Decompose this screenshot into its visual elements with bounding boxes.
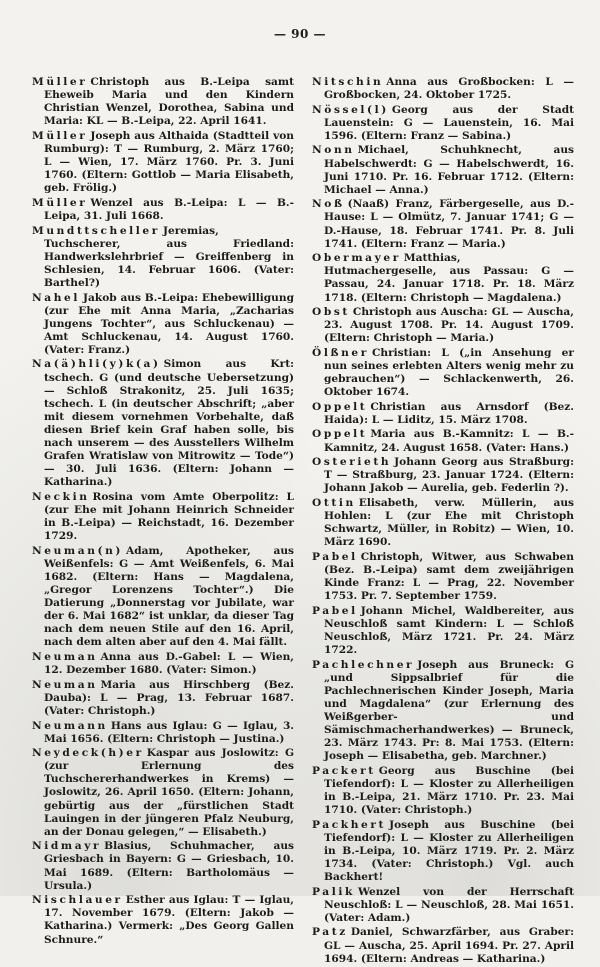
entry-text: Simon aus Krt: tschech. G (und deutsche Uebersetzung) — Schloß Strakonitz, 25. Juli 1635; tschech. L (in deutscher Abschrift; „aber mit diesem vornehmen Vorbehalte, daß diesen Brief kein Graf haben solle, bis nach unserem — des Ausstellers Wilhelm Grafen Wratislaw von Mitrowitz — Tode“) — 30. Juli 1636. (Eltern: Johann — Katharina.) [44,358,294,489]
register-entry [32,76,294,128]
entry-surname: Neuman [32,651,98,664]
entry-surname: Osterieth [312,456,392,469]
entry-text: Kaspar aus Joslowitz: G (zur Erlernung des Tuchschererhandwerkes in Krems) — Joslowitz, 26. April 1650. (Eltern: Johann, gebürtig aus der „fürstlichen Stadt Lauingen in der jüngeren Pfalz Neuburg, an der Donau gelegen,“ — Elisabeth.) [44,747,294,838]
register-entry [32,894,294,946]
register-entry [312,306,574,345]
register-entry [312,605,574,657]
entry-surname: Obermayer [312,252,401,265]
entry-surname: Oppelt [312,428,368,441]
entry-surname: Neumann [32,719,108,732]
register-entry [312,926,574,965]
entry-surname: Packhert [312,818,387,831]
register-entry [312,456,574,495]
entry-text: Christian aus Arnsdorf (Bez. Haida): L — Liditz, 15. März 1708. [324,400,574,426]
entry-text: Daniel, Schwarzfärber, aus Graber: GL — Auscha, 25. April 1694. Pr. 27. April 1694. (Eltern: Andreas — Katharina.) [324,926,574,965]
entry-text: Adam, Apotheker, aus Weißenfels: G — Amt Weißenfels, 6. Mai 1682. (Eltern: Hans — Magdalena, „Gregor Lorenzens Tochter“.) Die Datierung „Donnerstag vor Jubilate, war der 6. Mai 1682“ ist unklar, da dieser Tag nach dem neuen Stile auf den 16. April, nach dem alten aber auf den 4. Mai fällt. [44,544,294,649]
entry-text: Elisabeth, verw. Müllerin, aus Hohlen: L (zur Ehe mit Christoph Schwartz, Müller, in Robitz) — Wien, 10. März 1690. [324,496,574,549]
register-entry [312,497,574,549]
entry-surname: Nidmayr [32,840,102,853]
entry-surname: Ölßner [312,346,369,359]
entry-surname: Pachlechner [312,658,415,671]
register-entry [32,225,294,290]
entry-text: Rosina vom Amte Oberpolitz: L (zur Ehe mit Johann Heinrich Schneider in B.-Leipa) — Reichstadt, 16. Dezember 1729. [44,490,294,543]
register-entry [312,76,574,102]
register-entry [312,765,574,817]
register-entry [312,819,574,884]
right-column [312,76,574,967]
entry-text: Georg aus Buschine (bei Tiefendorf): L — Kloster zu Allerheiligen in B.-Leipa, 21. März 1710. Pr. 23. Mai 1710. (Vater: Christoph.) [324,764,574,817]
entry-surname: Na(ä)hli(y)k(a) [32,358,161,371]
entry-text: Christoph aus B.-Leipa samt Eheweib Maria und den Kindern Christian Wenzel, Dorothea, Sabina und Maria: KL — B.-Leipa, 22. April 1641. [44,76,294,128]
register-entry [32,747,294,839]
entry-text: Christoph, Witwer, aus Schwaben (Bez. B.-Leipa) samt dem zweijährigen Kinde Franz: L — Prag, 22. November 1753. Pr. 7. September 1759. [324,550,574,603]
entry-text: Joseph aus Buschine (bei Tiefendorf): L — Kloster zu Allerheiligen in B.-Leipa, 10. März 1719. Pr. 2. März 1734. (Vater: Christoph.) Vgl. auch Backhert! [324,818,574,884]
entry-text: Maria aus B.-Kamnitz: L — B.-Kamnitz, 24. August 1658. (Vater: Hans.) [324,428,574,454]
entry-text: Joseph aus Althaida (Stadtteil von Rumburg): T — Rumburg, 2. März 1760; L — Wien, 17. März 1760. Pr. 3. Juni 1760. (Eltern: Gottlob — Maria Elisabeth, geb. Frölig.) [44,129,294,195]
register-entry [312,428,574,454]
entry-text: (Naaß) Franz, Färbergeselle, aus D.-Hause: L — Olmütz, 7. Januar 1741; G — D.-Hause, 18. Februar 1741. Pr. 8. Juli 1741. (Eltern: Franz — Maria.) [324,198,574,250]
entry-surname: Packert [312,764,376,777]
register-entry [32,197,294,223]
entry-text: Hans aus Iglau: G — Iglau, 3. Mai 1656. (Eltern: Christoph — Justina.) [44,719,294,745]
entry-surname: Neckin [32,490,90,503]
register-entry [32,545,294,650]
entry-surname: Obst [312,306,350,319]
entry-text: Anna aus D.-Gabel: L — Wien, 12. Dezember 1680. (Vater: Simon.) [44,651,294,677]
entry-surname: Müller [32,76,88,88]
register-entry [32,491,294,543]
entry-surname: Nahel [32,291,81,304]
entry-text: Anna aus Großbocken: L — Großbocken, 24. Oktober 1725. [324,76,574,102]
register-entry [312,198,574,250]
entry-text: Esther aus Iglau: T — Iglau, 17. November 1679. (Eltern: Jakob — Katharina.) Vermerk: „Des Georg Gallen Schnure.“ [44,894,294,946]
entry-text: Blasius, Schuhmacher, aus Griesbach in Bayern: G — Griesbach, 10. Mai 1689. (Eltern: Bartholomäus — Ursula.) [44,840,294,892]
register-entry [32,720,294,746]
page-number: — 90 — [273,27,327,41]
entry-text: Wenzel aus B.-Leipa: L — B.-Leipa, 31. Juli 1668. [44,196,294,222]
register-entry [32,651,294,677]
left-column [32,76,294,948]
register-entry [32,130,294,195]
entry-text: Johann Michel, Waldbereiter, aus Neuschloß samt Kindern: L — Schloß Neuschloß, März 1721. Pr. 24. März 1722. [324,604,574,656]
entry-surname: Nischlauer [32,894,123,907]
entry-surname: Nonn [312,144,355,157]
entry-surname: Nössel(l) [312,103,389,116]
entry-text: Georg aus der Stadt Lauenstein: G — Lauenstein, 16. Mai 1596. (Eltern: Franz — Sabina.) [324,103,574,142]
register-entry [32,358,294,489]
register-entry [312,659,574,764]
entry-surname: Noß [312,198,345,211]
entry-text: Wenzel von der Herrschaft Neuschloß: L — Neuschloß, 28. Mai 1651. (Vater: Adam.) [324,885,574,924]
register-entry [312,144,574,196]
entry-surname: Nitschin [312,76,384,88]
register-entry [32,679,294,718]
entry-surname: Neydeck(h)er [32,747,144,760]
register-entry [312,886,574,925]
entry-text: Jakob aus B.-Leipa: Ehebewilligung (zur Ehe mit Anna Maria, „Zacharias Jungens Tochter“, aus Schluckenau) — Amt Schluckenau, 14. August 1760. (Vater: Franz.) [44,291,294,356]
entry-surname: Mundttscheller [32,224,160,237]
register-entry [312,551,574,603]
entry-text: Johann Georg aus Straßburg: T — Straßburg, 23. Januar 1724. (Eltern: Johann Jakob — Aurelia, geb. Federlin ?). [324,456,574,495]
entry-surname: Pabel [312,550,358,563]
entry-text: Maria aus Hirschberg (Bez. Dauba): L — Prag, 13. Februar 1687. (Vater: Christoph.) [44,678,294,717]
register-entry [312,252,574,304]
entry-text: Matthias, Hutmachergeselle, aus Passau: G — Passau, 24. Januar 1718. Pr. 18. März 1718. (Eltern: Christoph — Magdalena.) [324,252,574,304]
entry-surname: Pabel [312,604,358,617]
register-entry [312,104,574,143]
entry-text: Christoph aus Auscha: GL — Auscha, 23. August 1708. Pr. 14. August 1709. (Eltern: Christoph — Maria.) [324,306,574,345]
register-entry [32,840,294,892]
entry-text: Joseph aus Bruneck: G „und Sippsalbrief für die Pachlechnerischen Kinder Joseph, Maria und Magdalena“ (zur Erlernung des Weißgerber- und Sämischmacherhandwerkes) — Bruneck, 23. März 1743. Pr: 8. Mai 1753. (Eltern: Joseph — Elisabetha, geb. Marchner.) [324,658,574,763]
entry-text: Jeremias, Tuchscherer, aus Friedland: Handwerkslehrbrief — Greiffenberg in Schlesien, 14. Februar 1606. (Vater: Barthel?) [44,224,294,289]
register-entry [312,401,574,427]
entry-surname: Neuman [32,678,98,691]
entry-surname: Patz [312,926,348,939]
entry-text: Michael, Schuhknecht, aus Habelschwerdt: G — Habelschwerdt, 16. Juni 1710. Pr. 16. Februar 1712. (Eltern: Michael — Anna.) [324,144,574,196]
register-entry [312,347,574,399]
entry-text: Christian: L („in Ansehung er nun seines erlebten Alters wenig mehr zu gebrauchen“) — Schlackenwerth, 26. Oktober 1674. [324,346,574,399]
entry-surname: Ottin [312,496,356,509]
entry-surname: Palik [312,885,355,898]
register-entry [32,292,294,357]
entry-surname: Müller [32,196,88,209]
entry-surname: Oppelt [312,400,368,413]
entry-surname: Müller [32,129,88,142]
entry-surname: Neuman(n) [32,544,124,557]
